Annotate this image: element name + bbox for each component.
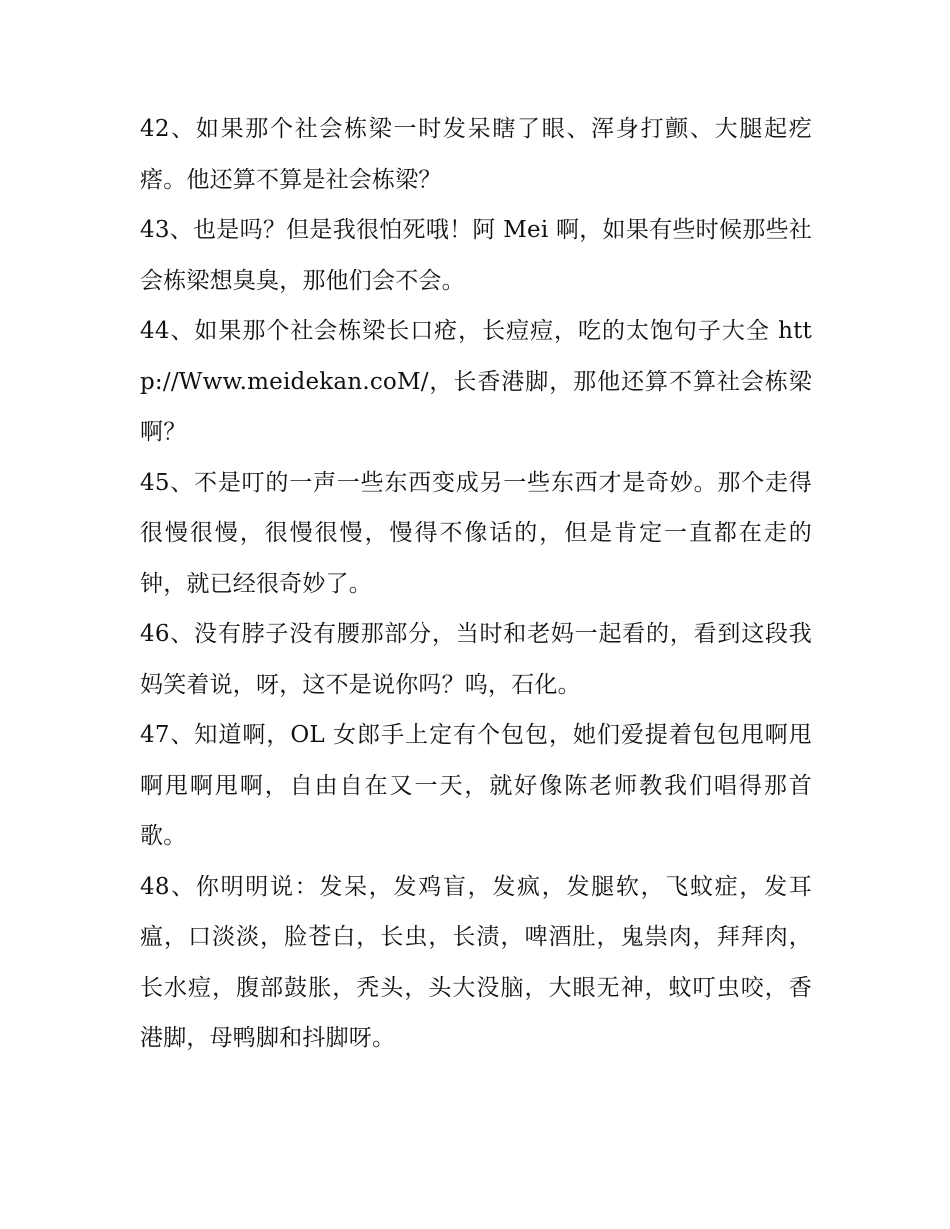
paragraph-48: 48、你明明说：发呆，发鸡盲，发疯，发腿软，飞蚊症，发耳瘟，口淡淡，脸苍白，长虫，长渍，啤酒肚，鬼祟肉，拜拜肉，长水痘，腹部鼓胀，秃头，头大没脑，大眼无神，蚊叮虫咬，香港脚，母鸭脚和抖脚呀。 — [140, 873, 812, 1051]
paragraph-43: 43、也是吗？但是我很怕死哦！阿 Mei 啊，如果有些时候那些社会栋梁想臭臭，那他们会不会。 — [140, 217, 812, 294]
paragraph-45: 45、不是叮的一声一些东西变成另一些东西才是奇妙。那个走得很慢很慢，很慢很慢，慢得不像话的，但是肯定一直都在走的钟，就已经很奇妙了。 — [140, 469, 812, 597]
paragraph-44: 44、如果那个社会栋梁长口疮，长痘痘，吃的太饱句子大全 http://Www.meidekan.coM/，长香港脚，那他还算不算社会栋梁啊？ — [140, 318, 812, 445]
document-body — [140, 104, 812, 1064]
paragraph-46: 46、没有脖子没有腰那部分，当时和老妈一起看的，看到这段我妈笑着说，呀，这不是说你吗？呜，石化。 — [140, 621, 812, 698]
paragraph-47: 47、知道啊，OL 女郎手上定有个包包，她们爱提着包包甩啊甩啊甩啊甩啊，自由自在又一天，就好像陈老师教我们唱得那首歌。 — [140, 722, 812, 849]
paragraph-42: 42、如果那个社会栋梁一时发呆瞎了眼、浑身打颤、大腿起疙瘩。他还算不算是社会栋梁？ — [140, 116, 812, 193]
